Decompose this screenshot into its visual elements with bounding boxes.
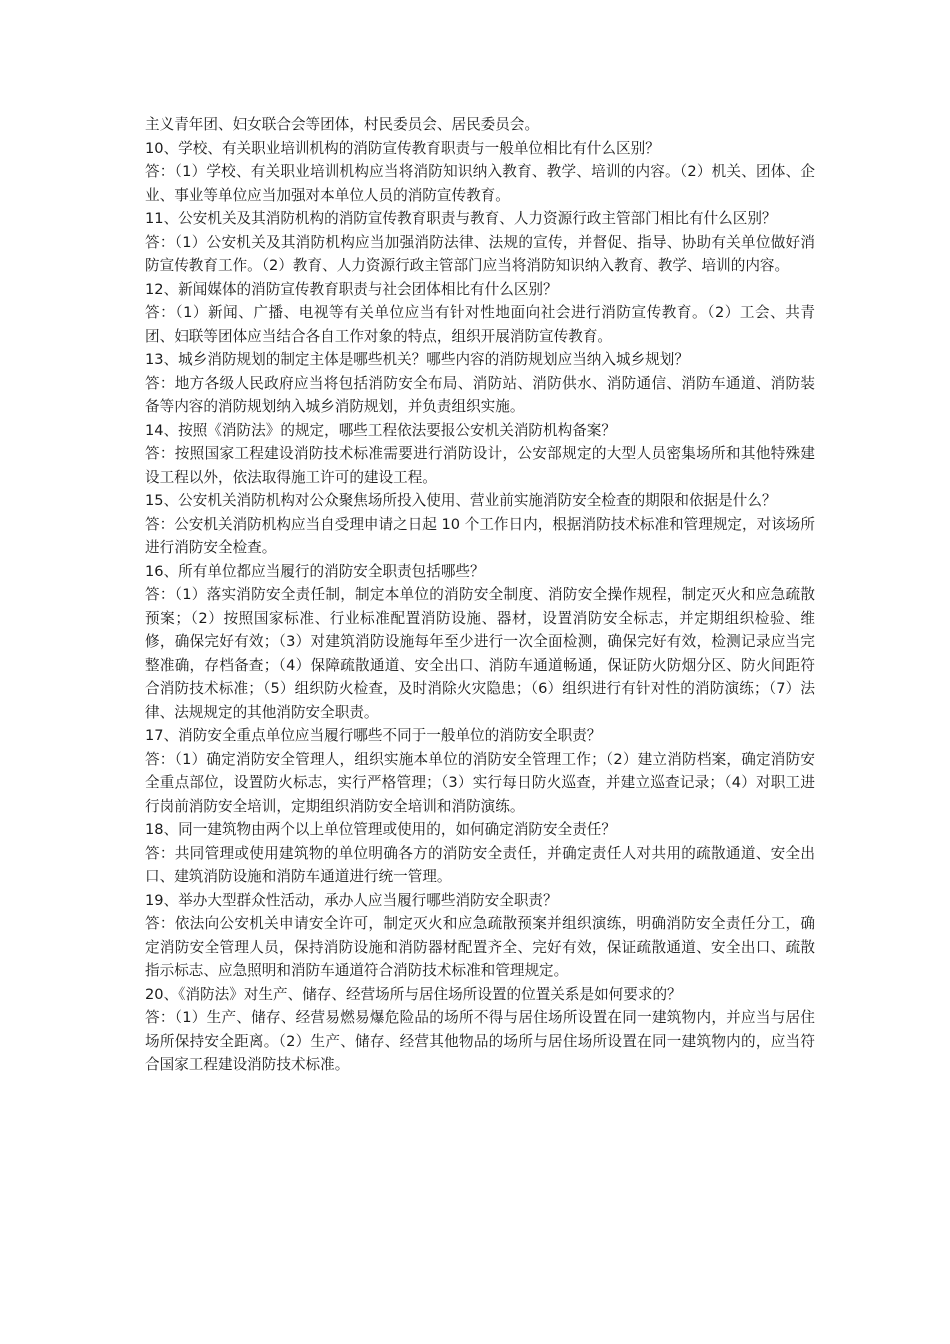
answer-15: 答：公安机关消防机构应当自受理申请之日起 10 个工作日内，根据消防技术标准和管理规定，对该场所进行消防安全检查。 bbox=[145, 515, 815, 556]
answer-14: 答：按照国家工程建设消防技术标准需要进行消防设计，公安部规定的大型人员密集场所和其他特殊建设工程以外，依法取得施工许可的建设工程。 bbox=[145, 445, 815, 486]
question-12: 12、新闻媒体的消防宣传教育职责与社会团体相比有什么区别？ bbox=[145, 280, 558, 298]
question-11: 11、公安机关及其消防机构的消防宣传教育职责与教育、人力资源行政主管部门相比有什么区别？ bbox=[145, 210, 777, 227]
question-15: 15、公安机关消防机构对公众聚焦场所投入使用、营业前实施消防安全检查的期限和依据是什么？ bbox=[145, 492, 777, 509]
question-18: 18、同一建筑物由两个以上单位管理或使用的，如何确定消防安全责任？ bbox=[145, 821, 616, 838]
question-10: 10、学校、有关职业培训机构的消防宣传教育职责与一般单位相比有什么区别？ bbox=[145, 139, 660, 157]
answer-11: 答：（1）公安机关及其消防机构应当加强消防法律、法规的宣传，并督促、指导、协助有关单位做好消防宣传教育工作。（2）教育、人力资源行政主管部门应当将消防知识纳入教育、教学、培训的内容。 bbox=[145, 233, 815, 274]
document-page bbox=[145, 113, 815, 1077]
paragraph-continuation: 主义青年团、妇女联合会等团体，村民委员会、居民委员会。 bbox=[145, 116, 540, 133]
question-19: 19、举办大型群众性活动，承办人应当履行哪些消防安全职责？ bbox=[145, 891, 558, 909]
answer-13: 答：地方各级人民政府应当将包括消防安全布局、消防站、消防供水、消防通信、消防车通道、消防装备等内容的消防规划纳入城乡消防规划，并负责组织实施。 bbox=[145, 374, 815, 415]
answer-12: 答：（1）新闻、广播、电视等有关单位应当有针对性地面向社会进行消防宣传教育。（2）工会、共青团、妇联等团体应当结合各自工作对象的特点，组织开展消防宣传教育。 bbox=[145, 304, 815, 345]
question-14: 14、按照《消防法》的规定，哪些工程依法要报公安机关消防机构备案？ bbox=[145, 421, 616, 439]
answer-19: 答：依法向公安机关申请安全许可，制定灭火和应急疏散预案并组织演练，明确消防安全责任分工，确定消防安全管理人员，保持消防设施和消防器材配置齐全、完好有效，保证疏散通道、安全出口、疏散指示标志、应急照明和消防车通道符合消防技术标准和管理规定。 bbox=[145, 915, 815, 979]
answer-10: 答：（1）学校、有关职业培训机构应当将消防知识纳入教育、教学、培训的内容。（2）机关、团体、企业、事业等单位应当加强对本单位人员的消防宣传教育。 bbox=[145, 163, 815, 204]
question-13: 13、城乡消防规划的制定主体是哪些机关？哪些内容的消防规划应当纳入城乡规划？ bbox=[145, 351, 689, 368]
answer-17: 答：（1）确定消防安全管理人，组织实施本单位的消防安全管理工作；（2）建立消防档案，确定消防安全重点部位，设置防火标志，实行严格管理；（3）实行每日防火巡查，并建立巡查记录；（4）对职工进行岗前消防安全培训，定期组织消防安全培训和消防演练。 bbox=[145, 750, 815, 815]
question-16: 16、所有单位都应当履行的消防安全职责包括哪些？ bbox=[145, 562, 485, 580]
answer-18: 答：共同管理或使用建筑物的单位明确各方的消防安全责任，并确定责任人对共用的疏散通道、安全出口、建筑消防设施和消防车通道进行统一管理。 bbox=[145, 844, 815, 885]
question-17: 17、消防安全重点单位应当履行哪些不同于一般单位的消防安全职责？ bbox=[145, 727, 602, 744]
answer-20: 答：（1）生产、储存、经营易燃易爆危险品的场所不得与居住场所设置在同一建筑物内，并应当与居住场所保持安全距离。（2）生产、储存、经营其他物品的场所与居住场所设置在同一建筑物内的，应当符合国家工程建设消防技术标准。 bbox=[145, 1009, 815, 1073]
answer-16: 答：（1）落实消防安全责任制，制定本单位的消防安全制度、消防安全操作规程，制定灭火和应急疏散预案；（2）按照国家标准、行业标准配置消防设施、器材，设置消防安全标志，并定期组织检验、维修，确保完好有效；（3）对建筑消防设施每年至少进行一次全面检测，确保完好有效，检测记录应当完整准确，存档备查；（4）保障疏散通道、安全出口、消防车通道畅通，保证防火防烟分区、防火间距符合消防技术标准；（5）组织防火检查，及时消除火灾隐患；（6）组织进行有针对性的消防演练；（7）法律、法规规定的其他消防安全职责。 bbox=[145, 586, 815, 721]
question-20: 20、《消防法》对生产、储存、经营场所与居住场所设置的位置关系是如何要求的？ bbox=[145, 985, 682, 1003]
